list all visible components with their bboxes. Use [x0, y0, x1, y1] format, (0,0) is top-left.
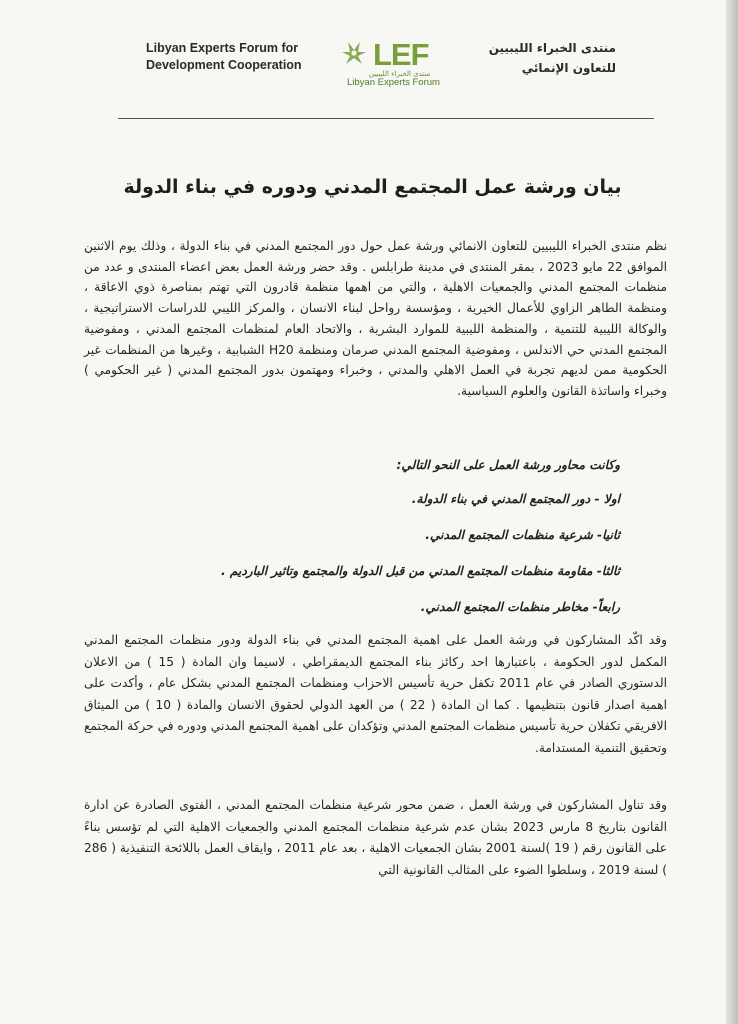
axis-item-4: رابعاً- مخاطر منظمات المجتمع المدني. [420, 600, 620, 614]
logo-arabic-caption: منتدى الخبراء الليبيين [368, 70, 431, 78]
logo-english-caption: Libyan Experts Forum [347, 77, 440, 88]
paragraph-legitimacy: وقد تناول المشاركون في ورشة العمل ، ضمن محور شرعية منظمات المجتمع المدني ، الفتوى الصادرة عن ادارة القانون بتاريخ 8 مارس 2023 بشان عدم شرعية منظمات المجتمع المدني والجمعيات الاهلية التي لم تؤسس بناءً على القانون رقم ( 19 )لسنة 2001 بشان الجمعيات الاهلية ، بعد عام 2011 ، وايقاف العمل باللائحة التنفيذية ( 286 ) لسنة 2019 ، وسلطوا الضوء على المثالب القانونية التي [84, 798, 667, 877]
axis-item-1: اولا - دور المجتمع المدني في بناء الدولة. [411, 492, 620, 506]
header-english-line-2: Development Cooperation [146, 58, 302, 72]
header-english-line-1: Libyan Experts Forum for [146, 41, 299, 55]
header-arabic-name [456, 38, 616, 78]
header-arabic-line-1: منتدى الخبراء الليبيين [488, 41, 616, 55]
page-edge [726, 0, 738, 1024]
paragraph-intro: نظم منتدى الخبراء الليبيين للتعاون الانمائي ورشة عمل حول دور المجتمع المدني في بناء الدولة ، وذلك يوم الاثنين الموافق 22 مايو 2023 ، بمقر المنتدى في مدينة طرابلس . وقد حضر ورشة العمل بعض اعضاء المنتدى و عدد من منظمات المجتمع المدني والجمعيات الاهلية ، والتي من اهمها منظمة قادرون التي تهتم بمناصرة ذوي الاعاقة ، ومنظمة الطاهر الزاوي للأعمال الخيرية ، ومؤسسة رواحل لبناء الانسان ، والمركز الليبي للدراسات الاستراتيجية ، والوكالة الليبية للتنمية ، والمنظمة الليبية للموارد البشرية ، والاتحاد العام لمنظمات المجتمع المدني ، ومفوضية المجتمع المدني حي الاندلس ، ومفوضية المجتمع المدني صرمان ومنظمة H20 الشبابية ، وغيرها من المنظمات غير الحكومية ممن لديهم تجربة في العمل الاهلي والمدني ، وخبراء ومهتمون بدور المجتمع المدني ( غير الحكومي ) وخبراء واساتذة القانون والعلوم السياسية. [84, 239, 667, 398]
document-title: بيان ورشة عمل المجتمع المدني ودوره في بناء الدولة [123, 176, 622, 198]
paragraph-importance: وقد اكّد المشاركون في ورشة العمل على اهمية المجتمع المدني في بناء الدولة ودور منظمات المجتمع المدني المكمل لدور الحكومة ، باعتبارها احد ركائز بناء المجتمع الديمقراطي ، لاسيما وان المادة ( 15 ) من الاعلان الدستوري الصادر في عام 2011 تكفل حرية تأسيس الاحزاب ومنظمات المجتمع المدني بشكل عام ، وأكدت على اهمية اصدار قانون بتنظيمها . كما ان المادة ( 22 ) من العهد الدولي لحقوق الانسان والمادة ( 10 ) من الميثاق الافريقي تكفلان حرية تأسيس منظمات المجتمع المدني وتؤكدان على اهمية المجتمع المدني ودوره في حركة المجتمع وتحقيق التنمية المستدامة. [84, 633, 667, 755]
axis-item-2: ثانيا- شرعية منظمات المجتمع المدني. [425, 528, 620, 542]
axis-item-3: ثالثا- مقاومة منظمات المجتمع المدني من قبل الدولة والمجتمع وتاثير البارديم . [220, 564, 620, 578]
header-english-name [146, 40, 302, 74]
header-arabic-line-2: للتعاون الإنمائي [521, 61, 616, 75]
logo-wordmark: LEF [373, 37, 429, 72]
header-divider [118, 118, 654, 119]
axes-intro: وكانت محاور ورشة العمل على النحو التالي: [396, 458, 620, 472]
